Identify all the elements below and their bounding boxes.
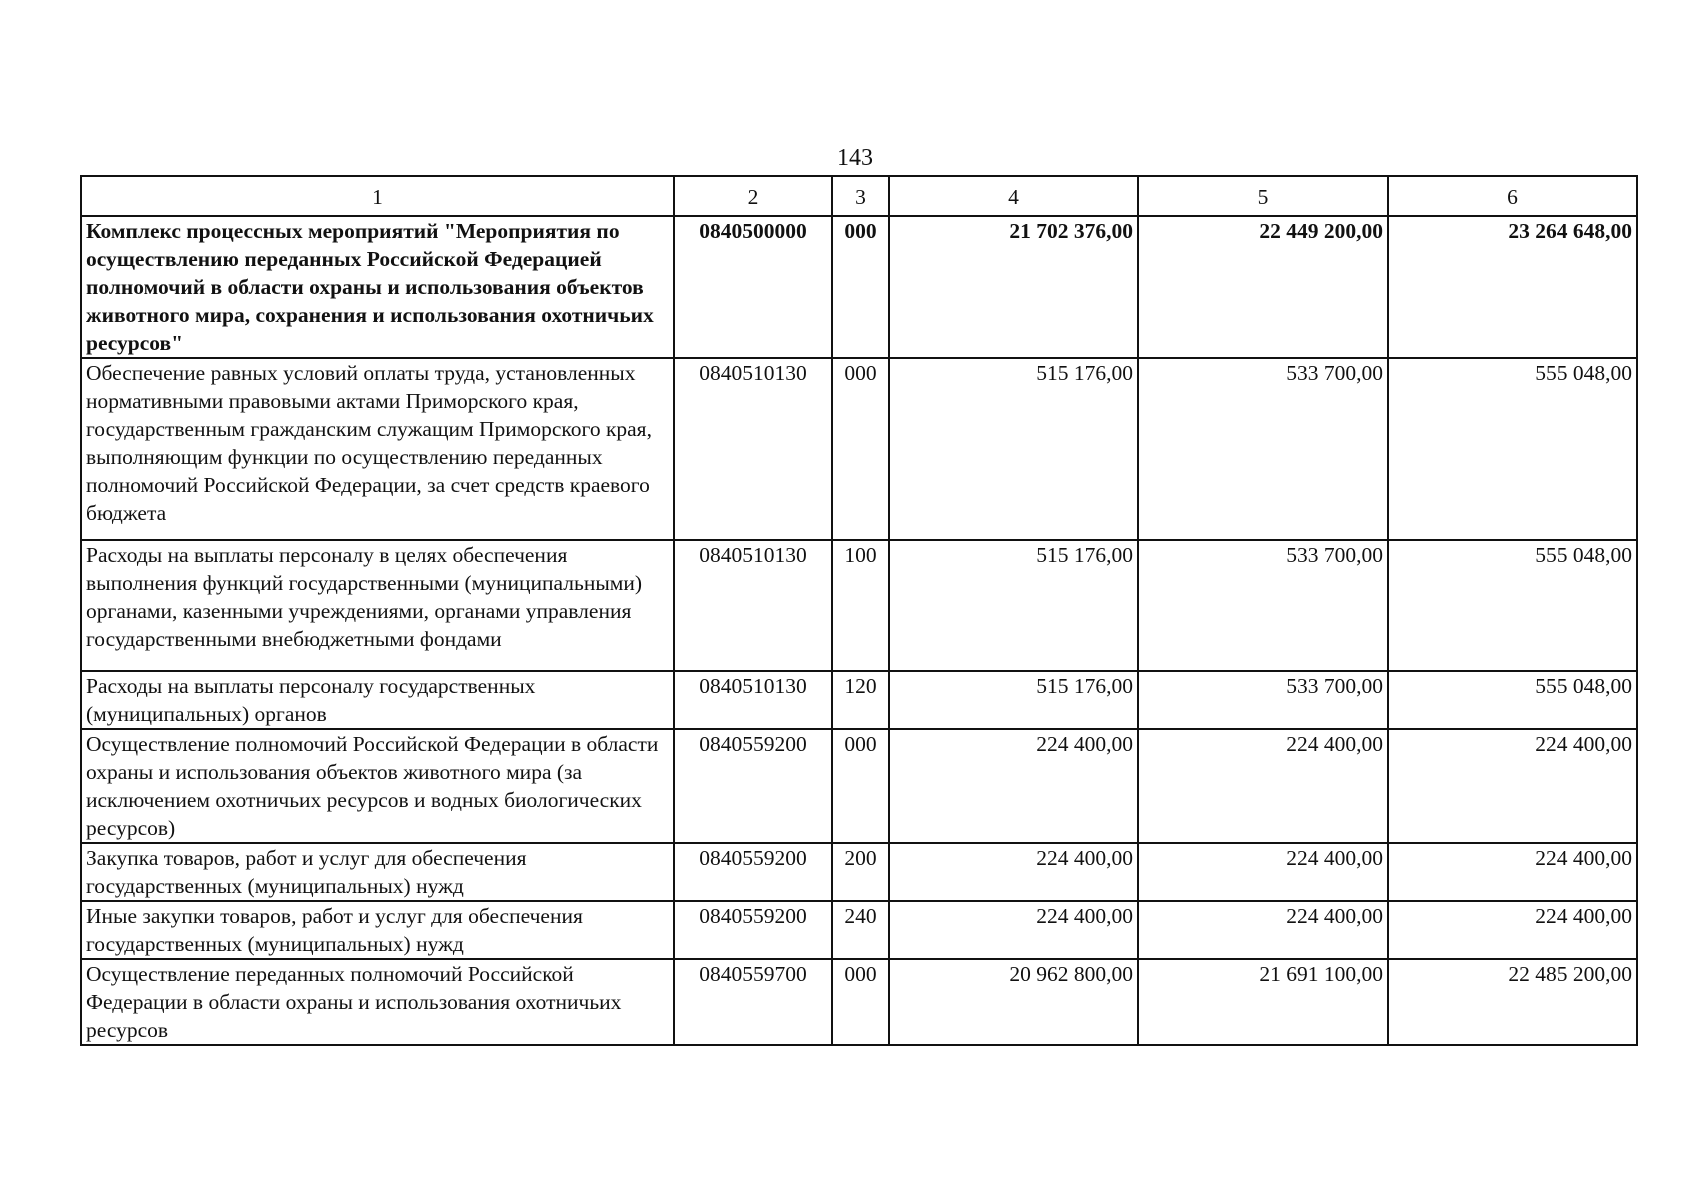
row-amount-col6: 224 400,00 bbox=[1388, 901, 1637, 959]
row-expense-type: 240 bbox=[832, 901, 889, 959]
table-body bbox=[81, 216, 1637, 1045]
table-row bbox=[81, 358, 1637, 540]
row-expense-type: 120 bbox=[832, 671, 889, 729]
page-number: 143 bbox=[837, 145, 873, 171]
row-amount-col5: 533 700,00 bbox=[1138, 358, 1388, 540]
column-header-6: 6 bbox=[1388, 176, 1637, 216]
row-amount-col5: 224 400,00 bbox=[1138, 901, 1388, 959]
row-amount-col4: 515 176,00 bbox=[889, 540, 1138, 671]
row-amount-col5: 533 700,00 bbox=[1138, 671, 1388, 729]
table-row bbox=[81, 959, 1637, 1045]
row-name: Закупка товаров, работ и услуг для обеспечения государственных (муниципальных) нужд bbox=[81, 843, 674, 901]
row-target-code: 0840559200 bbox=[674, 901, 832, 959]
row-name: Комплекс процессных мероприятий "Мероприятия по осуществлению переданных Российской Федерацией полномочий в области охраны и использования объектов животного мира, сохранения и использования охотничьих ресурсов" bbox=[81, 216, 674, 358]
row-name: Обеспечение равных условий оплаты труда, установленных нормативными правовыми актами Приморского края, государственным гражданским служащим Приморского края, выполняющим функции по осуществлению переданных полномочий Российской Федерации, за счет средств краевого бюджета bbox=[81, 358, 674, 540]
table-row bbox=[81, 843, 1637, 901]
row-amount-col5: 22 449 200,00 bbox=[1138, 216, 1388, 358]
row-name: Иные закупки товаров, работ и услуг для обеспечения государственных (муниципальных) нужд bbox=[81, 901, 674, 959]
row-name: Расходы на выплаты персоналу в целях обеспечения выполнения функций государственными (муниципальными) органами, казенными учреждениями, органами управления государственными внебюджетными фондами bbox=[81, 540, 674, 671]
table-row bbox=[81, 671, 1637, 729]
row-expense-type: 000 bbox=[832, 959, 889, 1045]
header-row bbox=[81, 176, 1637, 216]
row-amount-col6: 555 048,00 bbox=[1388, 358, 1637, 540]
row-expense-type: 000 bbox=[832, 216, 889, 358]
row-amount-col6: 224 400,00 bbox=[1388, 843, 1637, 901]
table-row bbox=[81, 901, 1637, 959]
row-target-code: 0840510130 bbox=[674, 671, 832, 729]
row-target-code: 0840559700 bbox=[674, 959, 832, 1045]
row-amount-col4: 224 400,00 bbox=[889, 901, 1138, 959]
column-header-5: 5 bbox=[1138, 176, 1388, 216]
table-row bbox=[81, 729, 1637, 843]
row-target-code: 0840559200 bbox=[674, 729, 832, 843]
row-amount-col6: 22 485 200,00 bbox=[1388, 959, 1637, 1045]
row-amount-col4: 515 176,00 bbox=[889, 358, 1138, 540]
table-header bbox=[81, 176, 1637, 216]
row-amount-col6: 224 400,00 bbox=[1388, 729, 1637, 843]
row-expense-type: 100 bbox=[832, 540, 889, 671]
column-header-4: 4 bbox=[889, 176, 1138, 216]
row-expense-type: 000 bbox=[832, 358, 889, 540]
row-amount-col4: 20 962 800,00 bbox=[889, 959, 1138, 1045]
row-amount-col6: 555 048,00 bbox=[1388, 540, 1637, 671]
row-expense-type: 200 bbox=[832, 843, 889, 901]
row-name: Расходы на выплаты персоналу государственных (муниципальных) органов bbox=[81, 671, 674, 729]
row-expense-type: 000 bbox=[832, 729, 889, 843]
row-amount-col4: 224 400,00 bbox=[889, 729, 1138, 843]
budget-table bbox=[80, 175, 1638, 1046]
row-target-code: 0840500000 bbox=[674, 216, 832, 358]
row-amount-col4: 515 176,00 bbox=[889, 671, 1138, 729]
row-name: Осуществление переданных полномочий Российской Федерации в области охраны и использования охотничьих ресурсов bbox=[81, 959, 674, 1045]
row-amount-col5: 224 400,00 bbox=[1138, 729, 1388, 843]
column-header-1: 1 bbox=[81, 176, 674, 216]
column-header-3: 3 bbox=[832, 176, 889, 216]
row-target-code: 0840510130 bbox=[674, 358, 832, 540]
row-target-code: 0840510130 bbox=[674, 540, 832, 671]
row-amount-col6: 23 264 648,00 bbox=[1388, 216, 1637, 358]
row-amount-col5: 21 691 100,00 bbox=[1138, 959, 1388, 1045]
row-amount-col4: 224 400,00 bbox=[889, 843, 1138, 901]
table-row bbox=[81, 540, 1637, 671]
row-amount-col6: 555 048,00 bbox=[1388, 671, 1637, 729]
row-amount-col4: 21 702 376,00 bbox=[889, 216, 1138, 358]
row-amount-col5: 533 700,00 bbox=[1138, 540, 1388, 671]
row-name: Осуществление полномочий Российской Федерации в области охраны и использования объектов животного мира (за исключением охотничьих ресурсов и водных биологических ресурсов) bbox=[81, 729, 674, 843]
row-target-code: 0840559200 bbox=[674, 843, 832, 901]
column-header-2: 2 bbox=[674, 176, 832, 216]
table-row bbox=[81, 216, 1637, 358]
row-amount-col5: 224 400,00 bbox=[1138, 843, 1388, 901]
